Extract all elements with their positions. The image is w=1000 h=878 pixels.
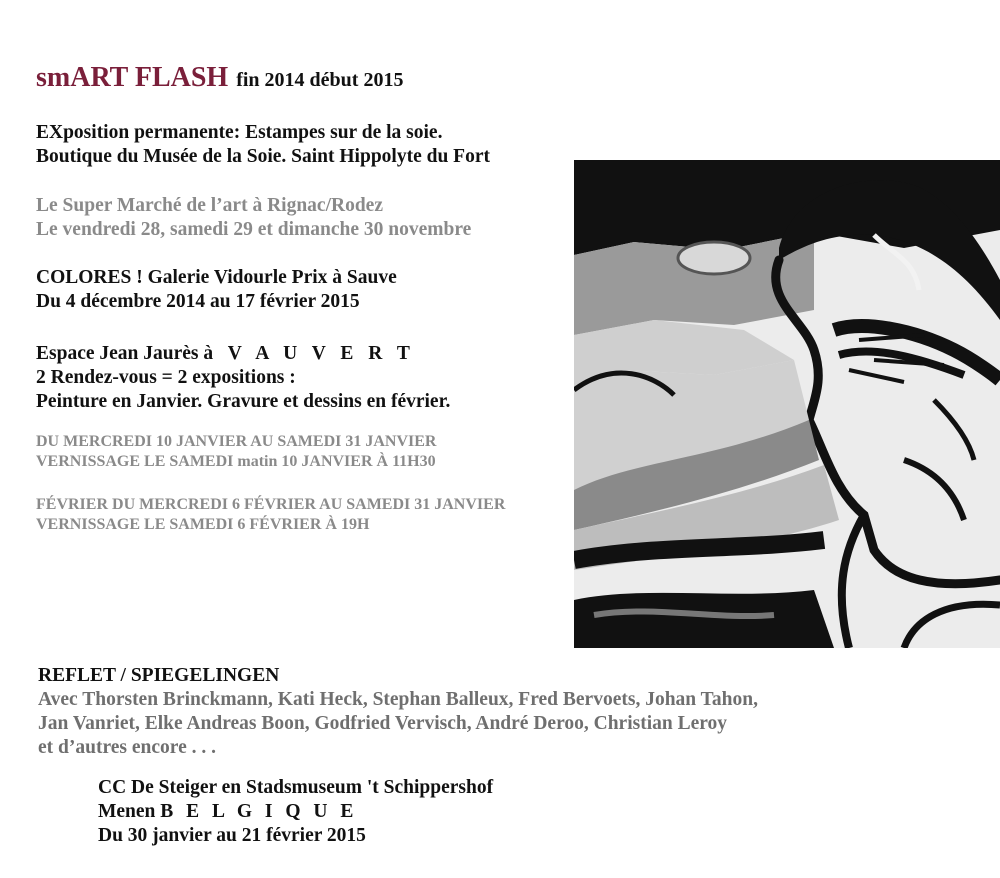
venue-line1: CC De Steiger en Stadsmuseum 't Schippershof [98, 777, 494, 798]
event-permanent-line1: EXposition permanente: Estampes sur de la soie. [36, 122, 443, 143]
event-vauvert-venue: Espace Jean Jaurès à [36, 343, 214, 364]
event-fevrier-line1: FÉVRIER DU MERCREDI 6 FÉVRIER AU SAMEDI 31 JANVIER [36, 496, 506, 513]
reflet-names-line2: Jan Vanriet, Elke Andreas Boon, Godfried Vervisch, André Deroo, Christian Leroy [38, 713, 728, 734]
event-janvier-line2 [36, 452, 436, 472]
event-super-marche-line2: Le vendredi 28, samedi 29 et dimanche 30 novembre [36, 219, 472, 240]
event-colores-line1: COLORES ! Galerie Vidourle Prix à Sauve [36, 267, 397, 288]
reflet-names-line3: et d’autres encore . . . [38, 737, 216, 758]
venue-city: Menen [98, 801, 156, 822]
venue-section [98, 776, 493, 848]
event-vauvert-line3: Peinture en Janvier. Gravure et dessins en février. [36, 391, 451, 412]
venue-line2 [98, 800, 493, 824]
venue-country: B E L G I Q U E [160, 801, 358, 822]
event-vauvert-line2: 2 Rendez-vous = 2 expositions : [36, 367, 296, 388]
event-permanent [36, 121, 490, 169]
event-vauvert-city: V A U V E R T [227, 343, 415, 364]
page-title [36, 62, 403, 94]
event-fevrier-line2: VERNISSAGE LE SAMEDI 6 FÉVRIER À 19H [36, 516, 370, 533]
event-vauvert [36, 342, 450, 414]
event-janvier-line1: DU MERCREDI 10 JANVIER AU SAMEDI 31 JANVIER [36, 433, 437, 450]
venue-dates: Du 30 janvier au 21 février 2015 [98, 825, 366, 846]
event-permanent-line2: Boutique du Musée de la Soie. Saint Hippolyte du Fort [36, 146, 490, 167]
brand-title: smART FLASH [36, 62, 229, 93]
event-super-marche [36, 194, 471, 242]
reflet-title: REFLET / SPIEGELINGEN [38, 665, 280, 686]
event-colores-line2: Du 4 décembre 2014 au 17 février 2015 [36, 291, 360, 312]
event-janvier-matin: matin [237, 453, 278, 470]
ink-face-painting [574, 160, 1000, 648]
event-janvier-vernissage: VERNISSAGE LE SAMEDI [36, 453, 234, 470]
reflet-section [38, 664, 758, 760]
event-super-marche-line1: Le Super Marché de l’art à Rignac/Rodez [36, 195, 383, 216]
artwork-image [574, 160, 1000, 648]
event-janvier-time: 10 JANVIER À 11H30 [281, 453, 436, 470]
event-fevrier-dates [36, 495, 505, 535]
title-subtitle: fin 2014 début 2015 [236, 69, 404, 91]
reflet-names-line1: Avec Thorsten Brinckmann, Kati Heck, Stephan Balleux, Fred Bervoets, Johan Tahon, [38, 689, 758, 710]
event-vauvert-line1 [36, 342, 450, 366]
event-colores [36, 266, 397, 314]
event-janvier-dates [36, 432, 436, 472]
